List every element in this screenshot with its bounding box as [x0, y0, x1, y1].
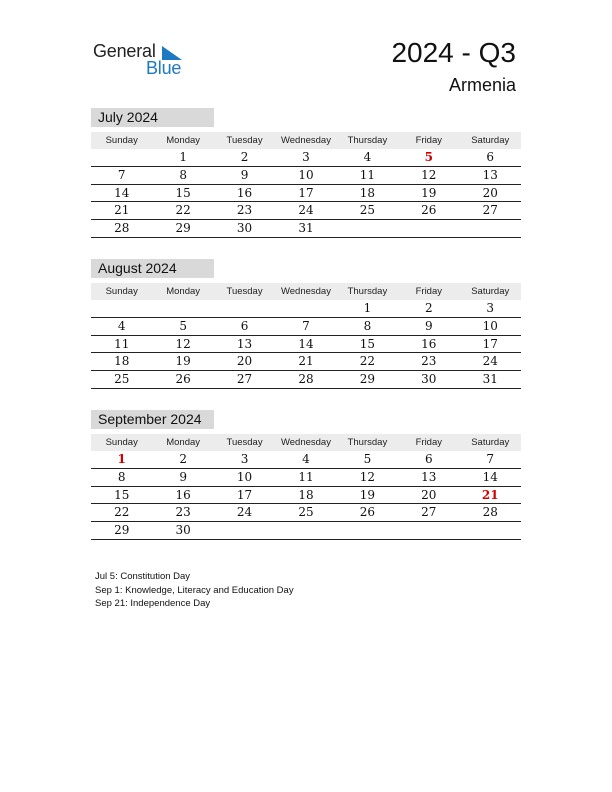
week-row [91, 451, 521, 469]
day-cell: 3 [486, 301, 495, 315]
week-row [91, 469, 521, 487]
day-cell: 22 [175, 203, 191, 218]
day-cell: 16 [421, 336, 437, 351]
weekday-header: Wednesday [280, 437, 331, 448]
day-cell [460, 220, 521, 237]
weekday-header: Friday [415, 286, 443, 297]
week-row [91, 185, 521, 203]
day-cell: 6 [425, 452, 433, 466]
day-cell: 13 [236, 336, 253, 351]
day-cell: 31 [482, 372, 498, 387]
day-cell: 4 [302, 452, 310, 466]
weekday-header: Friday [415, 437, 443, 448]
day-cell: 20 [421, 487, 437, 502]
week-row [91, 202, 521, 220]
weekday-header: Tuesday [226, 135, 263, 146]
day-cell: 14 [114, 185, 130, 200]
day-cell: 7 [486, 452, 495, 466]
weekday-header: Sunday [105, 286, 138, 297]
day-cell: 22 [114, 505, 130, 520]
day-cell: 28 [298, 372, 314, 387]
holiday-note: Jul 5: Constitution Day [95, 571, 191, 582]
month-label: August 2024 [91, 259, 214, 278]
day-cell: 18 [298, 487, 314, 502]
day-cell: 17 [298, 185, 314, 200]
week-row [91, 504, 521, 522]
weekday-header: Monday [166, 135, 201, 146]
logo-text-blue: Blue [146, 58, 182, 78]
weekday-header: Monday [166, 437, 201, 448]
day-cell [460, 522, 521, 539]
weekday-header: Wednesday [280, 135, 331, 146]
day-cell: 8 [363, 318, 372, 333]
weekday-header: Wednesday [280, 286, 331, 297]
day-cell: 25 [114, 372, 130, 387]
day-cell: 25 [298, 505, 314, 520]
weekday-header: Sunday [105, 135, 138, 146]
weekday-header: Tuesday [226, 286, 263, 297]
day-cell: 2 [240, 150, 249, 164]
day-cell: 17 [236, 487, 253, 502]
day-cell: 4 [363, 150, 372, 164]
day-cell: 9 [240, 167, 249, 182]
holiday-notes [95, 570, 294, 611]
day-cell: 12 [175, 336, 191, 351]
day-cell [214, 522, 275, 539]
day-cell: 27 [421, 505, 437, 520]
day-cell: 14 [482, 469, 498, 484]
weekday-header: Tuesday [226, 437, 263, 448]
day-cell: 27 [236, 372, 253, 387]
week-row [91, 300, 521, 318]
holiday-note: Sep 1: Knowledge, Literacy and Education Day [95, 584, 294, 596]
week-row [91, 336, 521, 354]
day-cell: 14 [298, 336, 314, 351]
day-cell: 15 [114, 487, 130, 502]
day-cell: 2 [179, 452, 187, 466]
day-cell: 25 [359, 203, 376, 218]
day-cell: 1 [179, 150, 187, 164]
day-cell: 29 [359, 372, 376, 387]
day-cell: 31 [298, 221, 314, 236]
day-cell: 9 [425, 318, 433, 333]
day-cell: 10 [236, 469, 253, 484]
week-row [91, 522, 521, 540]
day-cell [152, 300, 213, 317]
logo-text-general: General [93, 41, 156, 61]
day-cell: 19 [175, 354, 191, 369]
month-august [91, 259, 521, 389]
day-cell: 29 [114, 523, 130, 538]
month-september [91, 410, 521, 540]
day-cell: 12 [359, 469, 376, 484]
holiday-note: Sep 21: Independence Day [95, 598, 211, 609]
day-cell: 12 [421, 167, 437, 182]
generalblue-logo [93, 41, 193, 81]
country-name: Armenia [448, 75, 516, 95]
day-cell: 26 [359, 505, 376, 520]
day-cell: 8 [179, 167, 187, 182]
weekday-header-row [91, 132, 521, 149]
day-cell: 11 [359, 167, 376, 182]
day-cell: 3 [302, 150, 310, 164]
day-cell: 15 [359, 336, 376, 351]
day-cell: 30 [175, 523, 191, 538]
day-cell: 13 [421, 469, 437, 484]
day-cell: 28 [482, 505, 498, 520]
weekday-header: Thursday [347, 286, 388, 297]
day-cell: 8 [117, 469, 126, 484]
day-cell [275, 522, 336, 539]
day-cell: 9 [179, 469, 187, 484]
day-cell: 24 [298, 203, 314, 218]
weekday-header: Saturday [471, 437, 510, 448]
weekday-header: Monday [166, 286, 201, 297]
day-cell: 22 [359, 354, 376, 369]
day-cell: 11 [298, 469, 314, 484]
day-cell: 10 [482, 318, 498, 333]
day-cell: 21 [114, 203, 130, 218]
day-cell: 20 [236, 354, 253, 369]
day-cell: 6 [240, 318, 249, 333]
day-cell: 23 [421, 354, 437, 369]
day-cell: 27 [482, 203, 498, 218]
day-cell: 5 [363, 452, 372, 466]
day-cell: 19 [359, 487, 376, 502]
day-cell: 7 [302, 318, 310, 333]
weekday-header: Thursday [347, 135, 388, 146]
day-cell: 18 [114, 354, 130, 369]
month-label: September 2024 [91, 410, 214, 429]
weekday-header: Sunday [105, 437, 138, 448]
day-cell: 15 [175, 185, 191, 200]
day-cell: 28 [114, 221, 130, 236]
day-cell [337, 220, 398, 237]
day-cell: 30 [236, 221, 253, 236]
week-row [91, 167, 521, 185]
day-cell: 17 [482, 336, 498, 351]
day-cell: 5 [179, 318, 187, 333]
day-cell: 24 [236, 505, 253, 520]
day-cell: 7 [117, 167, 126, 182]
day-cell: 26 [421, 203, 437, 218]
month-july [91, 108, 521, 238]
week-row [91, 220, 521, 238]
day-cell: 13 [482, 167, 498, 182]
day-cell: 6 [486, 150, 495, 164]
day-cell: 26 [175, 372, 191, 387]
day-cell [398, 220, 459, 237]
day-cell: 19 [421, 185, 437, 200]
weekday-header: Friday [415, 135, 443, 146]
weekday-header: Saturday [471, 286, 510, 297]
day-cell: 16 [175, 487, 191, 502]
day-cell: 16 [236, 185, 253, 200]
day-cell: 30 [421, 372, 437, 387]
week-row [91, 353, 521, 371]
day-cell [91, 149, 152, 166]
day-cell: 24 [482, 354, 498, 369]
week-row [91, 371, 521, 389]
day-cell: 21 [298, 354, 314, 369]
day-cell: 20 [482, 185, 498, 200]
holiday-day-cell: 1 [117, 452, 126, 466]
page-title: 2024 - Q3 [391, 37, 516, 68]
day-cell [275, 300, 336, 317]
day-cell: 23 [236, 203, 253, 218]
day-cell: 4 [117, 318, 126, 333]
weekday-header-row [91, 283, 521, 300]
day-cell [91, 300, 152, 317]
day-cell: 23 [175, 505, 191, 520]
week-row [91, 487, 521, 505]
week-row [91, 149, 521, 167]
day-cell: 29 [175, 221, 191, 236]
day-cell: 11 [114, 336, 130, 351]
weekday-header: Thursday [347, 437, 388, 448]
day-cell [337, 522, 398, 539]
day-cell: 2 [425, 301, 433, 315]
week-row [91, 318, 521, 336]
weekday-header-row [91, 434, 521, 451]
day-cell [214, 300, 275, 317]
holiday-day-cell: 5 [424, 150, 433, 164]
day-cell: 3 [240, 452, 249, 466]
day-cell: 1 [363, 301, 372, 315]
day-cell: 18 [359, 185, 376, 200]
month-label: July 2024 [91, 108, 214, 127]
holiday-day-cell: 21 [481, 487, 499, 502]
weekday-header: Saturday [471, 135, 510, 146]
day-cell: 10 [298, 167, 314, 182]
day-cell [398, 522, 459, 539]
